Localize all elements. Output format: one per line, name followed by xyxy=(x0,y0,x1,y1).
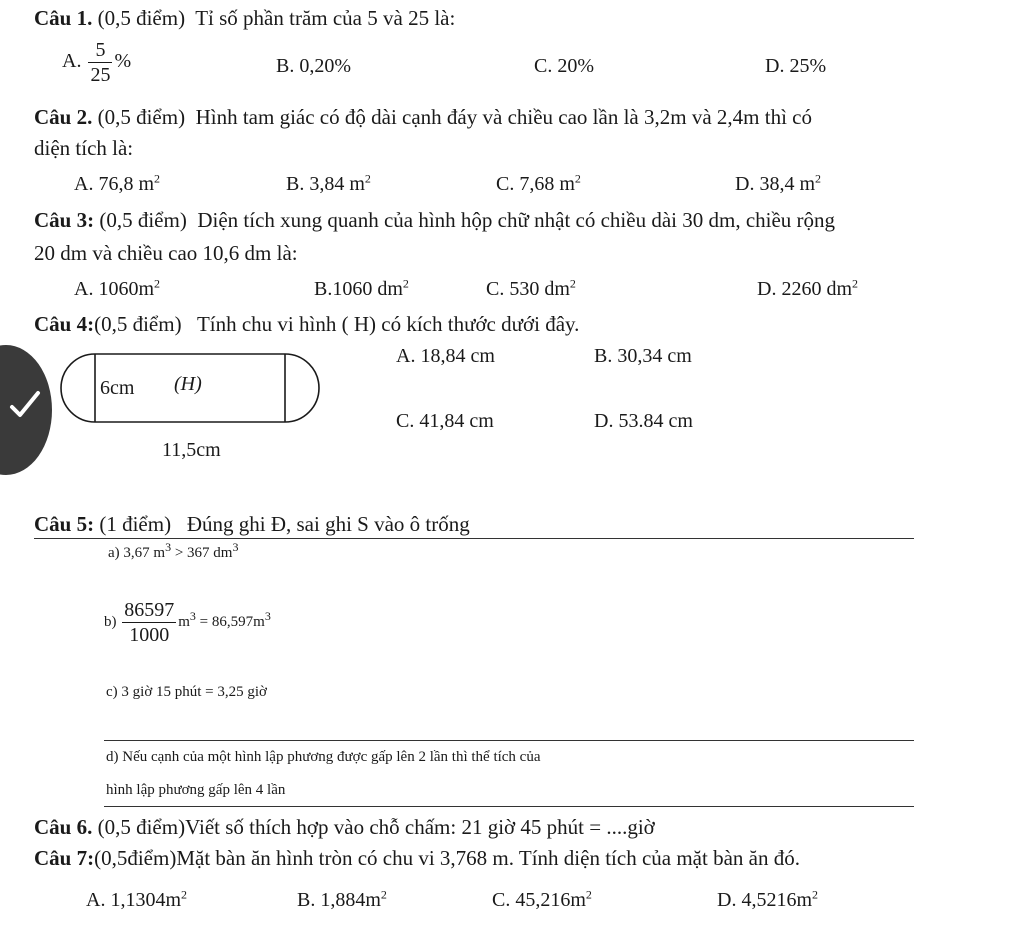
q4-points: (0,5 điểm) xyxy=(94,312,182,336)
q3-option-d: D. 2260 $dm^2$ xyxy=(757,276,858,300)
q2-option-b: B. 3,84 $m^2$ xyxy=(286,171,371,195)
q3-option-b: B.1060 $dm^2$ xyxy=(314,276,409,300)
q4-option-c: C. 41,84 cm xyxy=(396,410,494,432)
q4-text: Tính chu vi hình ( H) có kích thước dưới đây. xyxy=(196,312,580,336)
q4-option-b: B. 30,34 cm xyxy=(594,345,692,367)
q6-points: (0,5 điểm) xyxy=(97,815,186,839)
q1-option-b: B. 0,20% xyxy=(276,55,351,77)
q5-points: (1 điểm) xyxy=(99,512,172,536)
divider xyxy=(104,740,914,741)
q2-points: (0,5 điểm) xyxy=(97,105,186,129)
q5-b-fraction: $\frac{86597}{1000}$ xyxy=(124,599,175,646)
q1-fraction: $\frac{5}{25}$ xyxy=(90,39,111,86)
q7-heading xyxy=(34,846,800,870)
q1-text: Tỉ số phần trăm của 5 và 25 là: xyxy=(195,6,456,30)
q2-text-cont: diện tích là: xyxy=(34,136,134,160)
q1-points: (0,5 điểm) xyxy=(97,6,186,30)
q2-heading xyxy=(34,105,812,129)
q2-text: Hình tam giác có độ dài cạnh đáy và chiều cao lần là 3,2m và 2,4m thì có xyxy=(195,105,812,129)
q2-option-d: D. 38,4 $m^2$ xyxy=(735,171,821,195)
q7-option-d: D. $4,5216m^2$ xyxy=(717,887,818,911)
figure-height-label: 6cm xyxy=(100,377,135,399)
divider xyxy=(104,806,914,807)
q3-option-a: A. $1060m^2$ xyxy=(74,276,160,300)
q2-label: Câu 2. xyxy=(34,105,93,129)
q7-option-b: B. $1,884m^2$ xyxy=(297,887,387,911)
figure-name-label: (H) xyxy=(174,373,202,395)
figure-width-label: 11,5cm xyxy=(162,439,221,461)
q4-option-a: A. 18,84 cm xyxy=(396,345,495,367)
q5-item-d-line1: d) Nếu cạnh của một hình lập phương được gấp lên 2 lần thì thể tích của xyxy=(106,749,541,765)
q3-option-c: C. 530 $dm^2$ xyxy=(486,276,576,300)
q7-text: Mặt bàn ăn hình tròn có chu vi 3,768 m. Tính diện tích của mặt bàn ăn đó. xyxy=(176,846,800,870)
q7-option-c: C. $45,216m^2$ xyxy=(492,887,592,911)
q5-item-a: a) 3,67 $m^3 > 367$ $dm^3$ xyxy=(108,540,239,561)
q3-label: Câu 3: xyxy=(34,208,95,232)
q1-label: Câu 1. xyxy=(34,6,93,30)
q7-label: Câu 7: xyxy=(34,846,95,870)
q5-item-b: b) $\frac{86597}{1000}$ $m^3 = 86,597m^3$ xyxy=(104,599,271,646)
q4-label: Câu 4: xyxy=(34,312,95,336)
check-overlay-circle xyxy=(0,345,52,475)
q5-item-c: c) 3 giờ 15 phút = 3,25 giờ xyxy=(106,684,267,700)
q3-text: Diện tích xung quanh của hình hộp chữ nhật có chiều dài 30 dm, chiều rộng xyxy=(197,208,836,232)
q1-option-a: A. $\frac{5}{25}$ % xyxy=(62,39,132,86)
q5-label: Câu 5: xyxy=(34,512,95,536)
q2-option-c: C. 7,68 $m^2$ xyxy=(496,171,581,195)
q5-heading xyxy=(34,512,470,536)
q6-text: Viết số thích hợp vào chỗ chấm: 21 giờ 45 phút = ....giờ xyxy=(185,815,655,839)
q6-label: Câu 6. xyxy=(34,815,93,839)
q4-option-d: D. 53.84 cm xyxy=(594,410,693,432)
q4-heading xyxy=(34,312,579,336)
q2-option-a: A. 76,8 $m^2$ xyxy=(74,171,160,195)
q5-item-d-line2: hình lập phương gấp lên 4 lần xyxy=(106,782,286,798)
q3-heading xyxy=(34,208,835,232)
checkmark-icon xyxy=(0,345,52,475)
q7-option-a: A. $1,1304m^2$ xyxy=(86,887,187,911)
q6-heading xyxy=(34,815,655,839)
q3-text-cont: 20 dm và chiều cao 10,6 dm là: xyxy=(34,241,298,265)
q1-heading xyxy=(34,6,455,30)
divider xyxy=(34,538,914,539)
q5-text: Đúng ghi Đ, sai ghi S vào ô trống xyxy=(186,512,470,536)
q3-points: (0,5 điểm) xyxy=(99,208,187,232)
q7-points: (0,5điểm) xyxy=(94,846,177,870)
q1-option-d: D. 25% xyxy=(765,55,827,77)
q1-option-c: C. 20% xyxy=(534,55,594,77)
